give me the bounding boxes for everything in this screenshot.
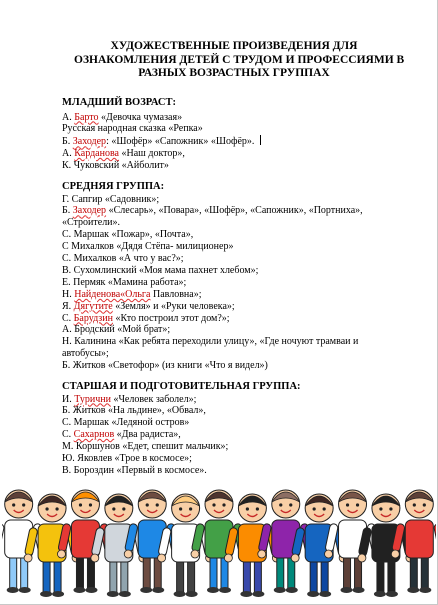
section-older-group (62, 381, 382, 477)
title-line: РАЗНЫХ ВОЗРАСТНЫХ ГРУППАХ (138, 67, 330, 79)
list-item: В. Бороздин «Первый в космосе». (62, 464, 207, 476)
list-item: Г. Сапгир «Садовник»; (62, 193, 160, 205)
list-item: С Михалков «Дядя Стёпа- милиционер» (62, 241, 234, 253)
section-heading: СРЕДНЯЯ ГРУППА: (62, 181, 165, 192)
list-item: С. Михалков «А что у вас?»; (62, 253, 184, 265)
spellcheck-word: Найденова«Ольга (74, 288, 151, 300)
list-item: С. Маршак «Пожар», «Почта», (62, 229, 194, 241)
list-item: А. Бродский «Мой брат»; (62, 324, 171, 336)
list-item: Ю. Яковлев «Трое в космосе»; (62, 453, 192, 465)
list-item: С. Сахарнов «Два радиста», (62, 429, 181, 441)
list-item: Б. Заходер «Слесарь», «Повара», «Шофёр», «Сапожник», «Портниха», (62, 205, 363, 217)
spellcheck-word: Дягутите (73, 300, 113, 312)
list-item: Е. Пермяк «Мамина работа»; (62, 276, 187, 288)
text-cursor (260, 135, 261, 145)
spellcheck-word: Барудзин (73, 312, 113, 324)
list-item: С. Барудзин «Кто построил этот дом?»; (62, 312, 230, 324)
list-item: К. Чуковский «Айболит» (62, 160, 169, 172)
title-line: ОЗНАКОМЛЕНИЯ ДЕТЕЙ С ТРУДОМ И ПРОФЕССИЯМИ В (74, 53, 405, 66)
spellcheck-word: Заходер (72, 205, 107, 217)
spellcheck-word: Заходер (72, 136, 107, 148)
list-item: С. Маршак «Ледяной остров» (62, 417, 190, 429)
children-professions-illustration (2, 480, 436, 602)
list-item: А. Барто «Девочка чумазая» (62, 111, 183, 123)
list-item: Н. Найденова«Ольга Павловна»; (62, 288, 202, 300)
list-item: В. Сухомлинский «Моя мама пахнет хлебом»; (62, 264, 259, 276)
list-item: А. Карданова «Наш доктор», (62, 148, 185, 160)
document-title (74, 40, 405, 81)
list-item: Русская народная сказка «Репка» (62, 123, 203, 135)
list-item: Н. Калинина «Как ребята переходили улицу», «Где ночуют трамваи и (62, 336, 359, 348)
section-younger-age (62, 97, 382, 172)
list-item: М. Коршунов «Едет, спешит мальчик»; (62, 441, 229, 453)
spellcheck-word: Турични (74, 393, 111, 405)
title-line: ХУДОЖЕСТВЕННЫЕ ПРОИЗВЕДЕНИЯ ДЛЯ (110, 40, 358, 52)
list-item: И. Турични «Человек заболел»; (62, 393, 197, 405)
spellcheck-word: Сахарнов (73, 429, 115, 441)
list-item: Б. Житков «На льдине», «Обвал», (62, 405, 206, 417)
list-item: «Строители». (62, 217, 121, 229)
section-heading: МЛАДШИЙ ВОЗРАСТ: (62, 97, 176, 108)
list-item: Б. Житков «Светофор» (из книги «Что я видел») (62, 360, 268, 372)
section-middle-group (62, 181, 382, 372)
list-item: автобусы»; (62, 348, 109, 360)
section-heading: СТАРШАЯ И ПОДГОТОВИТЕЛЬНАЯ ГРУППА: (62, 381, 301, 392)
list-item: Я. Дягутите «Земля» и «Руки человека»; (62, 300, 235, 312)
list-item: Б. Заходер: «Шофёр» «Сапожник» «Шофёр». (62, 135, 382, 148)
spellcheck-word: Барто (74, 111, 99, 123)
spellcheck-word: Карданова (74, 148, 119, 160)
